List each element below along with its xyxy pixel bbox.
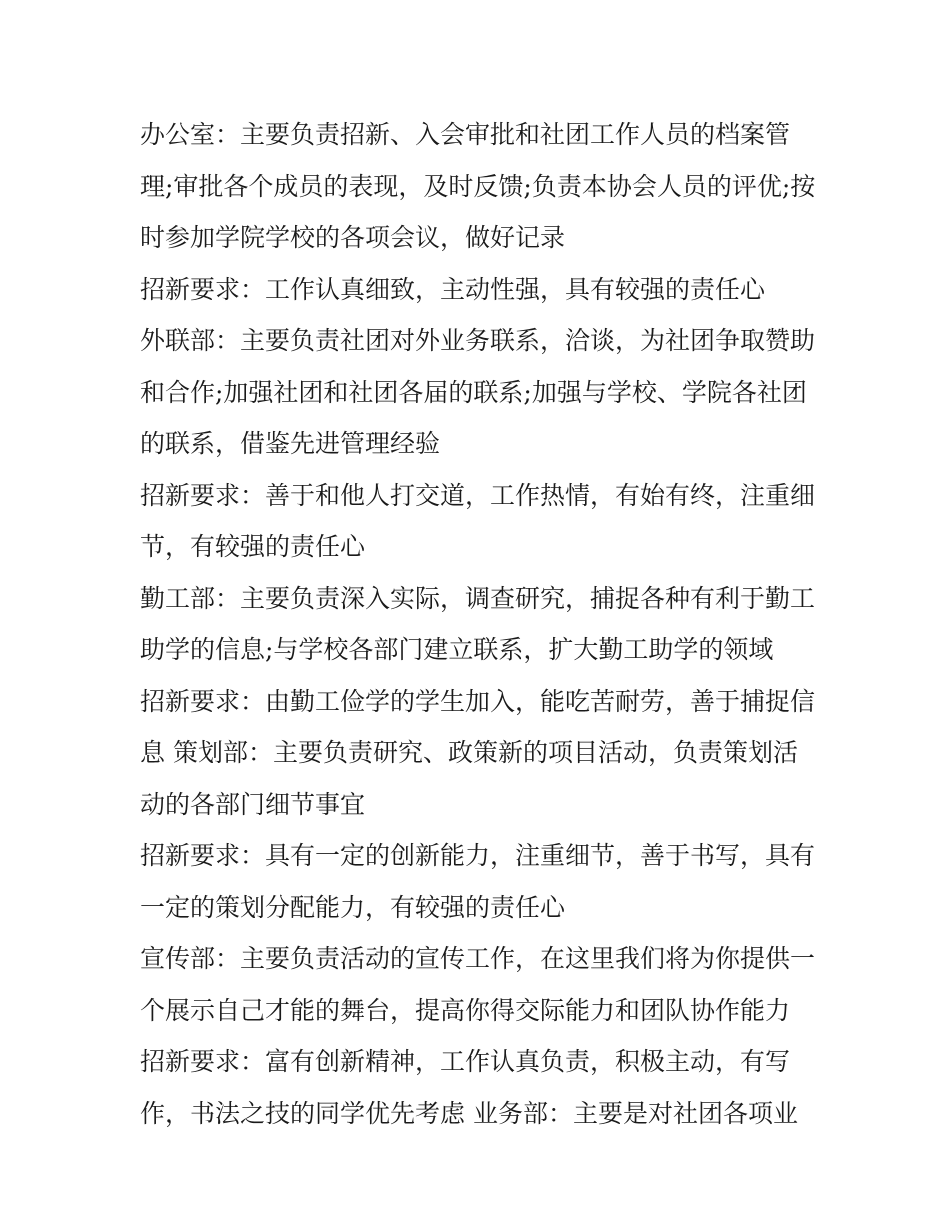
text-line: 招新要求：由勤工俭学的学生加入，能吃苦耐劳，善于捕捉信 (140, 686, 816, 716)
text-line: 助学的信息;与学校各部门建立联系，扩大勤工助学的领域 (140, 635, 774, 664)
text-line: 动的各部门细节事宜 (140, 789, 366, 819)
body-text (140, 109, 830, 1139)
text-line: 时参加学院学校的各项会议，做好记录 (140, 223, 566, 252)
text-line: 招新要求：富有创新精神，工作认真负责，积极主动，有写 (140, 1047, 791, 1076)
text-line: 招新要求：工作认真细致，主动性强，具有较强的责任心 (140, 274, 766, 304)
text-line: 勤工部：主要负责深入实际，调查研究，捕捉各种有利于勤工 (140, 583, 816, 613)
text-line: 外联部：主要负责社团对外业务联系，洽谈，为社团争取赞助 (140, 326, 816, 355)
text-line: 个展示自己才能的舞台，提高你得交际能力和团队协作能力 (140, 995, 791, 1025)
text-line: 理;审批各个成员的表现，及时反馈;负责本协会人员的评优;按 (140, 171, 816, 201)
text-line: 节，有较强的责任心 (140, 532, 366, 561)
text-line: 和合作;加强社团和社团各届的联系;加强与学校、学院各社团 (140, 377, 807, 407)
text-line: 作，书法之技的同学优先考虑 业务部：主要是对社团各项业 (140, 1098, 798, 1128)
text-line: 息 策划部：主要负责研究、政策新的项目活动，负责策划活 (140, 738, 798, 767)
text-line: 的联系，借鉴先进管理经验 (140, 429, 441, 458)
text-line: 办公室：主要负责招新、入会审批和社团工作人员的档案管 (140, 120, 791, 149)
text-line: 招新要求：具有一定的创新能力，注重细节，善于书写，具有 (140, 841, 816, 870)
text-line: 招新要求：善于和他人打交道，工作热情，有始有终，注重细 (140, 480, 816, 510)
text-line: 一定的策划分配能力，有较强的责任心 (140, 892, 566, 922)
text-line: 宣传部：主要负责活动的宣传工作，在这里我们将为你提供一 (140, 944, 816, 973)
